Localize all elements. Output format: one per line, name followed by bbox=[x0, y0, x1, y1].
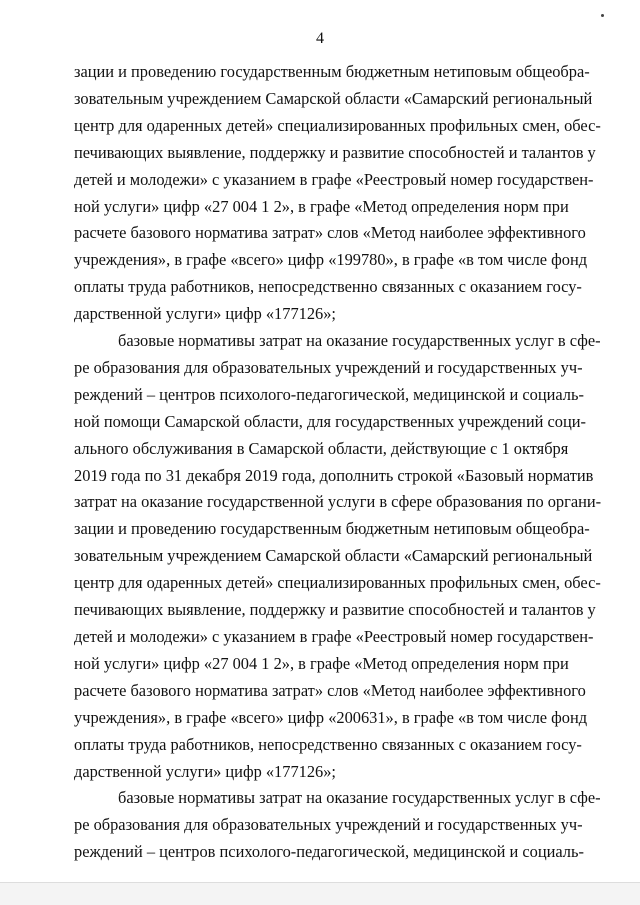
text-line: учреждения», в графе «всего» цифр «200631», в графе «в том числе фонд bbox=[74, 707, 588, 727]
paragraph-3 bbox=[74, 785, 601, 866]
text-line: расчете базового норматива затрат» слов «Метод наиболее эффективного bbox=[74, 223, 586, 243]
text-line: базовые нормативы затрат на оказание государственных услуг в сфе- bbox=[118, 331, 601, 350]
text-line: центр для одаренных детей» специализированных профильных смен, обес- bbox=[74, 573, 601, 593]
text-line: реждений – центров психолого-педагогической, медицинской и социаль- bbox=[74, 384, 584, 404]
text-line: оплаты труда работников, непосредственно связанных с оказанием госу- bbox=[74, 277, 582, 297]
text-line: зовательным учреждением Самарской области «Самарский региональный bbox=[74, 546, 593, 566]
page-bottom-strip bbox=[0, 883, 640, 905]
text-line: затрат на оказание государственной услуги в сфере образования по органи- bbox=[74, 492, 602, 512]
paragraph-2 bbox=[74, 328, 602, 785]
text-line: центр для одаренных детей» специализированных профильных смен, обес- bbox=[74, 115, 601, 135]
text-line: учреждения», в графе «всего» цифр «199780», в графе «в том числе фонд bbox=[74, 250, 588, 270]
text-line: ре образования для образовательных учреждений и государственных уч- bbox=[74, 814, 583, 834]
text-line: детей и молодежи» с указанием в графе «Реестровый номер государствен- bbox=[74, 169, 594, 189]
text-line: 2019 года по 31 декабря 2019 года, дополнить строкой «Базовый норматив bbox=[74, 465, 594, 485]
text-line: зовательным учреждением Самарской области «Самарский региональный bbox=[74, 88, 593, 108]
text-line: печивающих выявление, поддержку и развитие способностей и талантов у bbox=[74, 600, 596, 620]
text-line: ной услуги» цифр «27 004 1 2», в графе «Метод определения норм при bbox=[74, 653, 569, 673]
text-line: печивающих выявление, поддержку и развитие способностей и талантов у bbox=[74, 142, 596, 162]
text-line: ре образования для образовательных учреждений и государственных уч- bbox=[74, 357, 583, 377]
scan-speck bbox=[601, 14, 604, 17]
text-line: ной помощи Самарской области, для государственных учреждений соци- bbox=[74, 411, 586, 431]
text-line: детей и молодежи» с указанием в графе «Реестровый номер государствен- bbox=[74, 626, 594, 646]
page-number: 4 bbox=[316, 30, 324, 47]
text-line: дарственной услуги» цифр «177126»; bbox=[74, 304, 336, 324]
text-line: ального обслуживания в Самарской области, действующие с 1 октября bbox=[74, 438, 569, 458]
text-line: дарственной услуги» цифр «177126»; bbox=[74, 761, 336, 781]
text-line: реждений – центров психолого-педагогической, медицинской и социаль- bbox=[74, 841, 584, 861]
text-line: оплаты труда работников, непосредственно связанных с оказанием госу- bbox=[74, 734, 582, 754]
text-line: зации и проведению государственным бюджетным нетиповым общеобра- bbox=[74, 519, 590, 539]
paragraph-1 bbox=[74, 59, 601, 328]
text-line: ной услуги» цифр «27 004 1 2», в графе «Метод определения норм при bbox=[74, 196, 569, 216]
text-line: расчете базового норматива затрат» слов «Метод наиболее эффективного bbox=[74, 680, 586, 700]
text-line: зации и проведению государственным бюджетным нетиповым общеобра- bbox=[74, 62, 590, 81]
text-line: базовые нормативы затрат на оказание государственных услуг в сфе- bbox=[118, 788, 601, 807]
